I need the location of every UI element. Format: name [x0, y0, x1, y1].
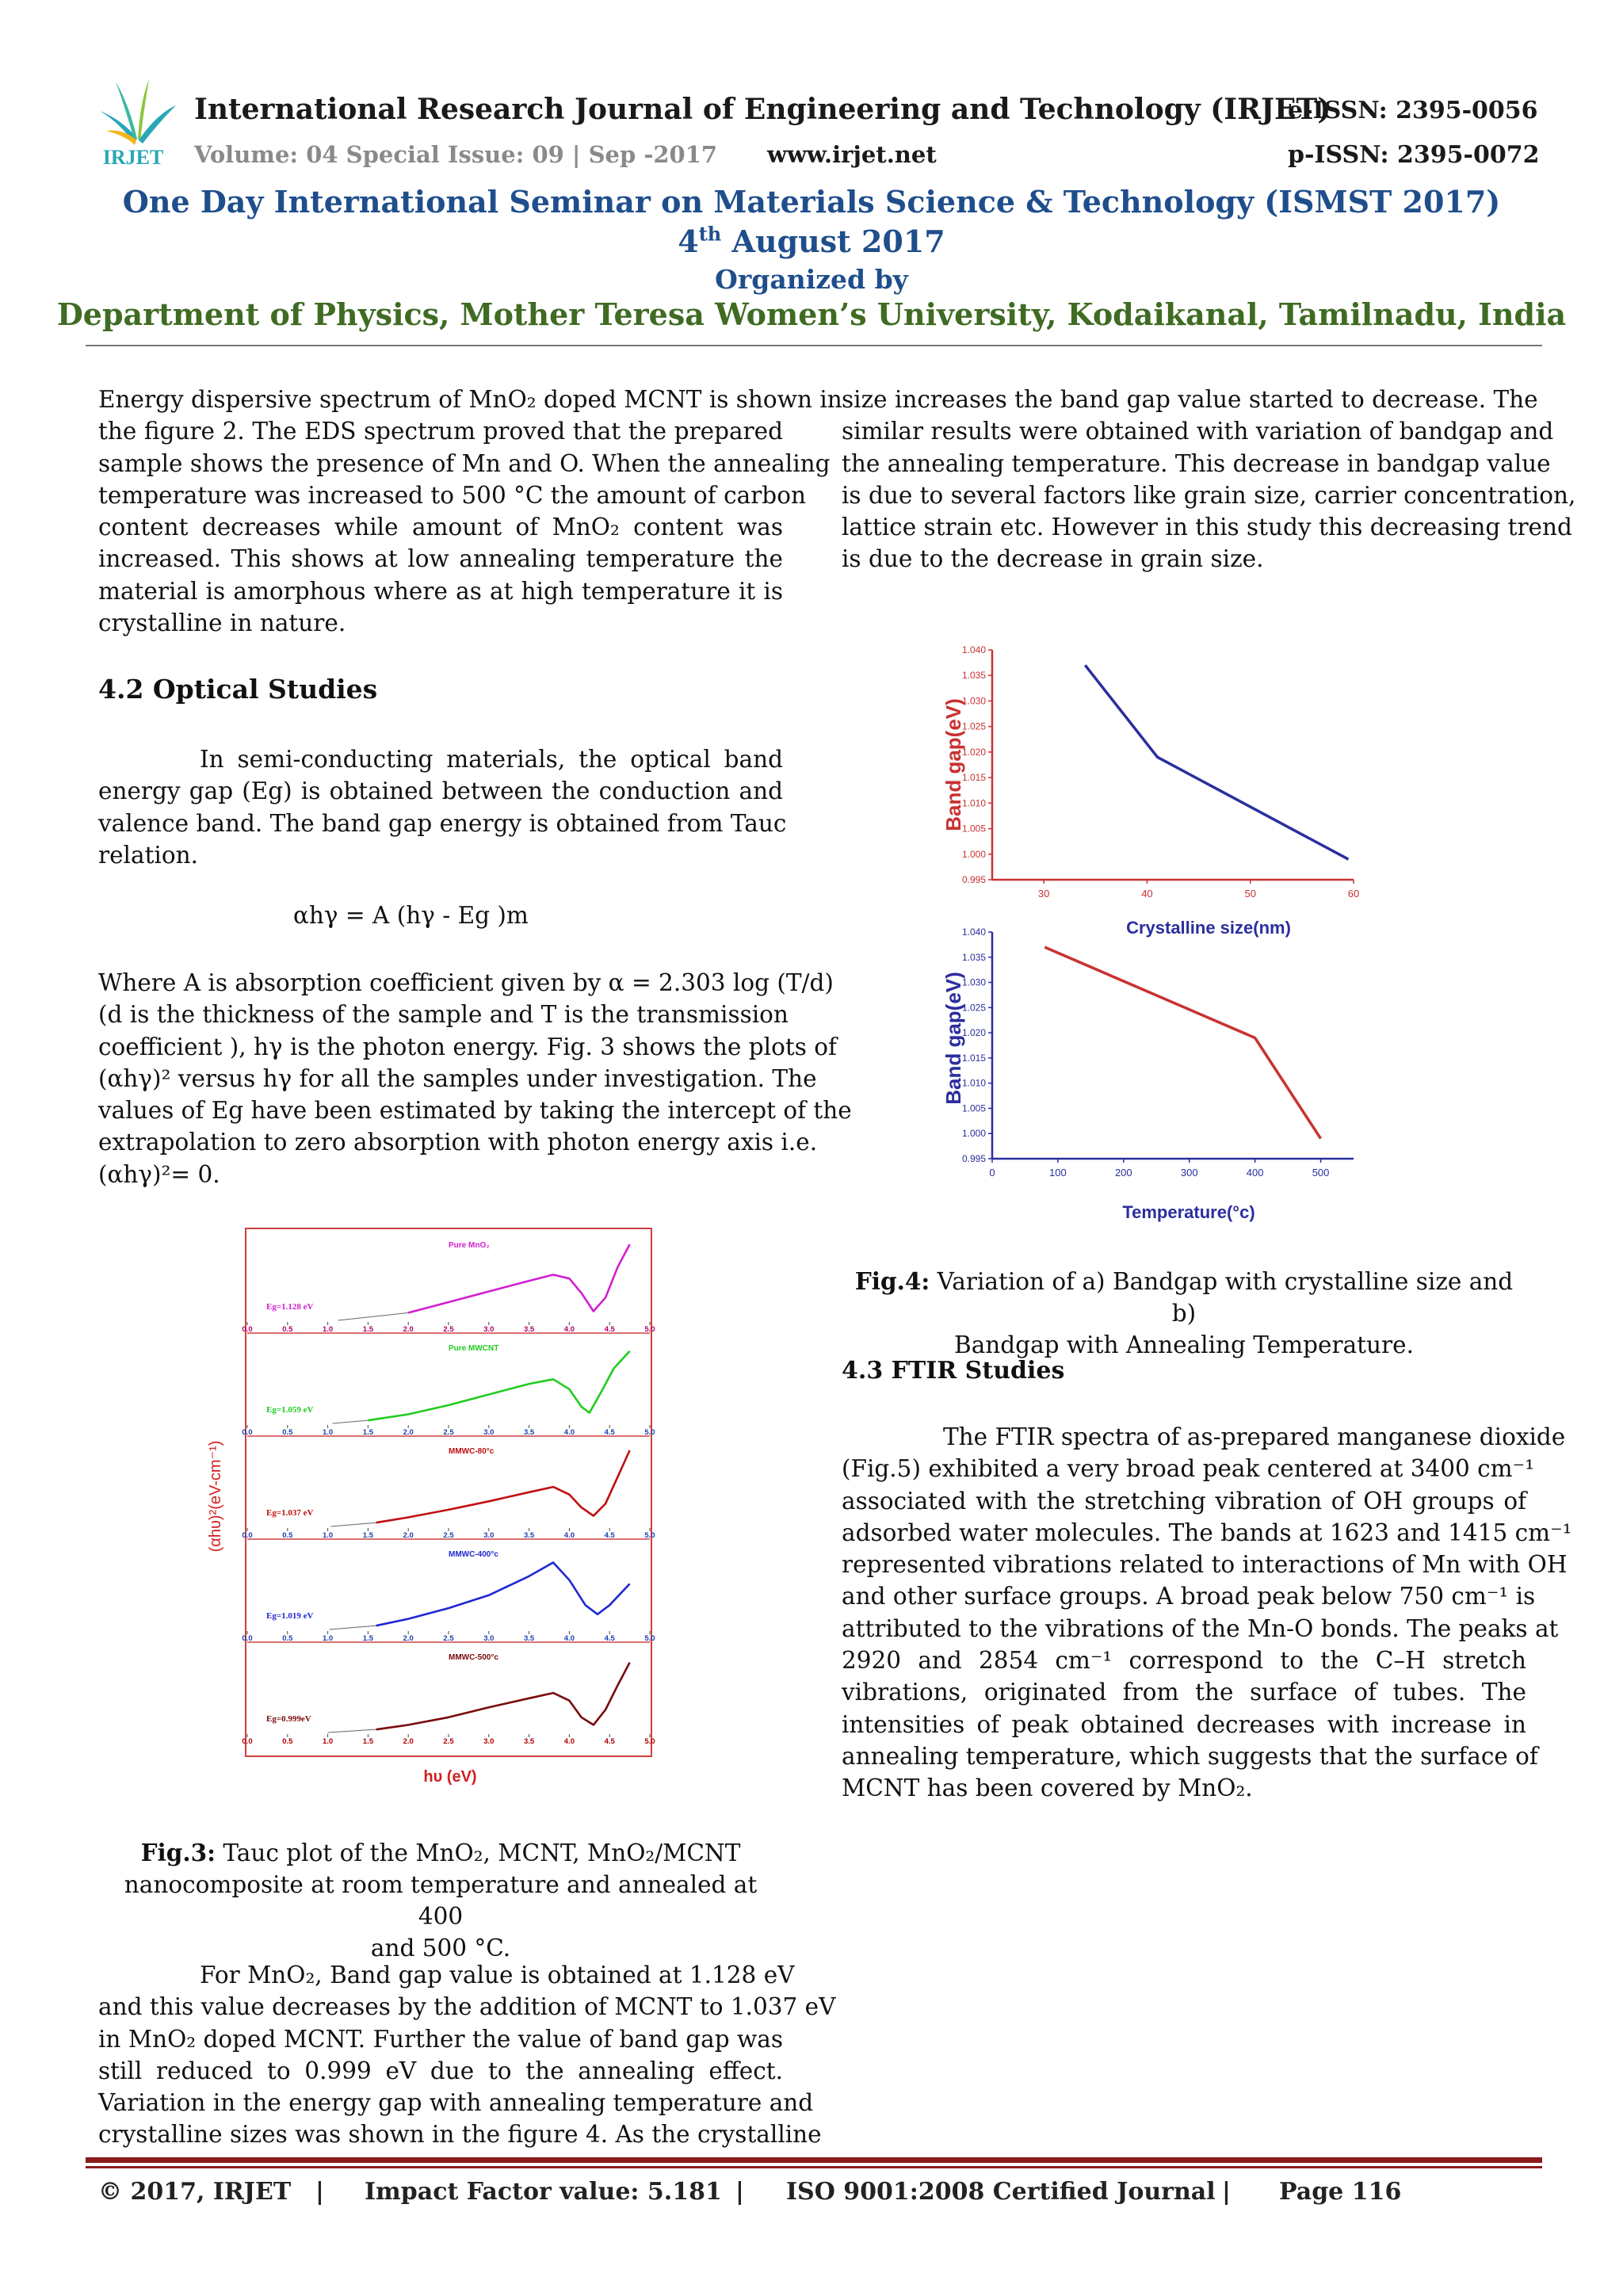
date-sup: th — [698, 222, 722, 246]
fig3-tick-label: 3.0 — [483, 1428, 495, 1437]
left-paragraph-1 — [98, 384, 842, 639]
fig3-tick-label: 3.0 — [483, 1634, 495, 1643]
text-line: is due to several factors like grain size, carrier concentration, — [842, 481, 1576, 509]
fig3-caption — [98, 1837, 783, 1964]
fig4a-xlabel: Crystalline size(nm) — [1126, 918, 1291, 938]
text-line: lattice strain etc. However in this study this decreasing trend — [842, 514, 1572, 541]
fig3-tick-label: 0.0 — [242, 1634, 253, 1643]
fig3-tick-label: 1.0 — [322, 1325, 334, 1334]
x-tick-label: 200 — [1114, 1167, 1132, 1179]
text-line: valence band. The band gap energy is obtained from Tauc — [98, 809, 787, 837]
fig4b-xlabel: Temperature(°c) — [1122, 1202, 1255, 1222]
text-line: (αhγ)² versus hγ for all the samples under investigation. The — [98, 1064, 817, 1092]
y-tick-label: 1.010 — [961, 1077, 986, 1089]
seminar-title: One Day International Seminar on Materials Science & Technology (ISMST 2017) — [122, 184, 1501, 220]
section-heading-4-3: 4.3 FTIR Studies — [842, 1357, 1065, 1385]
y-tick-label: 1.030 — [961, 695, 986, 707]
fig3-tick-label: 3.5 — [523, 1737, 535, 1746]
caption-line: nanocomposite at room temperature and annealed at 400 — [124, 1871, 758, 1930]
fig3-tick-label: 1.5 — [362, 1737, 374, 1746]
fig3-tick-label: 2.0 — [403, 1737, 414, 1746]
fig3-tick-label: 0.5 — [282, 1634, 293, 1643]
fig3-panel-label: MMWC-80°c — [449, 1447, 495, 1456]
fig3-tick-label: 4.0 — [563, 1531, 575, 1540]
fig3-tick-label: 1.0 — [322, 1634, 334, 1643]
text-line: extrapolation to zero absorption with photon energy axis i.e. — [98, 1129, 818, 1156]
right-paragraph-1 — [842, 384, 1576, 575]
left-paragraph-4 — [98, 1959, 836, 2151]
fig3-tick-label: 0.0 — [242, 1428, 253, 1437]
text-line: associated with the stretching vibration of OH groups of — [842, 1487, 1526, 1515]
text-line: crystalline sizes was shown in the figure 4. As the crystalline — [98, 2121, 822, 2149]
fig3-tick-label: 5.0 — [644, 1531, 655, 1540]
date-day: 4 — [678, 223, 699, 259]
footer-rule — [86, 2157, 1542, 2163]
fig3-tick-label: 3.5 — [523, 1531, 535, 1540]
fig4b-bandgap-vs-temperature-chart — [935, 919, 1379, 1228]
text-line: in MnO₂ doped MCNT. Further the value of band gap was — [98, 2025, 783, 2053]
fig3-tick-label: 5.0 — [644, 1325, 655, 1334]
fig3-tick-label: 2.0 — [403, 1531, 414, 1540]
footer-copyright: © 2017, IRJET — [98, 2178, 292, 2206]
footer-page-number: Page 116 — [1279, 2178, 1402, 2206]
date-rest: August 2017 — [721, 223, 945, 259]
fig3-tick-label: 4.0 — [563, 1428, 575, 1437]
fig4-caption-label: Fig.4: — [854, 1267, 930, 1295]
text-line: is due to the decrease in grain size. — [842, 545, 1264, 573]
fig3-tick-label: 2.0 — [403, 1428, 414, 1437]
fig3-tick-label: 1.0 — [322, 1531, 334, 1540]
fig3-tick-label: 1.5 — [362, 1531, 374, 1540]
fig3-tick-label: 3.5 — [523, 1428, 535, 1437]
footer-rule-thin — [86, 2166, 1542, 2168]
fig3-tick-label: 4.0 — [563, 1634, 575, 1643]
x-tick-label: 100 — [1049, 1167, 1067, 1179]
e-issn: e-ISSN: 2395-0056 — [1288, 97, 1538, 124]
y-tick-label: 1.035 — [961, 670, 986, 682]
text-line: 2920 and 2854 cm⁻¹ correspond to the C–H stretch — [842, 1647, 1526, 1675]
text-line: material is amorphous where as at high temperature it is — [98, 577, 783, 605]
text-line: adsorbed water molecules. The bands at 1623 and 1415 cm⁻¹ — [842, 1519, 1572, 1546]
fig3-tick-label: 4.5 — [604, 1634, 615, 1643]
fig3-panel-label: Pure MWCNT — [449, 1344, 499, 1353]
text-line: size increases the band gap value started to decrease. The — [842, 386, 1538, 413]
fig3-panel-label: MMWC-500°c — [449, 1653, 498, 1662]
text-line: Where A is absorption coefficient given by α = 2.303 log (T/d) — [98, 969, 834, 996]
fig3-tick-label: 1.5 — [362, 1325, 374, 1334]
text-line: attributed to the vibrations of the Mn-O bonds. The peaks at — [842, 1614, 1559, 1642]
fig3-tick-label: 3.5 — [523, 1325, 535, 1334]
x-tick-label: 500 — [1312, 1167, 1330, 1179]
website-link[interactable]: www.irjet.net — [767, 141, 937, 168]
fig3-panel-label: Pure MnO₂ — [449, 1241, 490, 1250]
text-line: represented vibrations related to interactions of Mn with OH — [842, 1551, 1568, 1579]
y-tick-label: 1.040 — [961, 644, 986, 655]
fig4a-bandgap-vs-size-chart — [935, 634, 1379, 943]
fig3-tick-label: 3.0 — [483, 1325, 495, 1334]
bandgap-series-line — [1085, 665, 1348, 859]
fig3-tick-label: 0.5 — [282, 1325, 293, 1334]
fig3-eg-label: Eg=1.059 eV — [266, 1405, 314, 1415]
text-line: similar results were obtained with variation of bandgap and — [842, 418, 1554, 445]
text-line: Energy dispersive spectrum of MnO₂ doped MCNT is shown in — [98, 386, 842, 413]
right-paragraph-2 — [842, 1421, 1572, 1805]
text-line: and other surface groups. A broad peak below 750 cm⁻¹ is — [842, 1583, 1536, 1610]
volume-issue: Volume: 04 Special Issue: 09 | Sep -2017 — [194, 141, 718, 168]
fig3-tick-label: 5.0 — [644, 1634, 655, 1643]
caption-line: Bandgap with Annealing Temperature. — [954, 1331, 1414, 1358]
y-tick-label: 1.035 — [961, 951, 986, 963]
fig3-tick-label: 1.0 — [322, 1428, 334, 1437]
fig3-ylabel: (αhυ)²(eV-cm⁻¹) — [207, 1440, 224, 1553]
text-line: the annealing temperature. This decrease in bandgap value — [842, 449, 1551, 477]
fig3-tick-label: 4.5 — [604, 1325, 615, 1334]
text-line: (αhγ)²= 0. — [98, 1160, 220, 1188]
fig3-tick-label: 2.5 — [443, 1428, 454, 1437]
fig3-tick-label: 1.5 — [362, 1634, 374, 1643]
fig3-caption-label: Fig.3: — [140, 1839, 216, 1866]
fig3-tick-label: 0.5 — [282, 1737, 293, 1746]
y-tick-label: 1.020 — [961, 746, 986, 758]
text-line: The FTIR spectra of as-prepared manganese dioxide — [943, 1423, 1566, 1450]
fig3-tick-label: 4.0 — [563, 1325, 575, 1334]
fig3-tick-label: 3.5 — [523, 1634, 535, 1643]
y-tick-label: 0.995 — [961, 874, 986, 885]
x-tick-label: 0 — [989, 1167, 995, 1179]
text-line: MCNT has been covered by MnO₂. — [842, 1775, 1253, 1802]
y-tick-label: 1.025 — [961, 1002, 986, 1014]
y-tick-label: 1.010 — [961, 797, 986, 809]
footer-separator: | — [735, 2178, 744, 2206]
logo-text: IRJET — [102, 146, 164, 169]
text-line: (d is the thickness of the sample and T is the transmission — [98, 1001, 789, 1029]
y-tick-label: 1.040 — [961, 926, 986, 938]
fig3-tick-label: 0.5 — [282, 1531, 293, 1540]
text-line: (Fig.5) exhibited a very broad peak centered at 3400 cm⁻¹ — [842, 1455, 1535, 1483]
text-line: sample shows the presence of Mn and O. When the annealing — [98, 449, 831, 477]
fig3-panel-label: MMWC-400°c — [449, 1550, 498, 1559]
header-rule — [86, 345, 1542, 346]
caption-line: Tauc plot of the MnO₂, MCNT, MnO₂/MCNT — [216, 1839, 741, 1866]
text-line: energy gap (Eg) is obtained between the conduction and — [98, 777, 783, 805]
y-tick-label: 1.000 — [961, 848, 986, 860]
fig3-eg-label: Eg=0.999eV — [266, 1714, 311, 1724]
footer-separator: | — [1222, 2178, 1231, 2206]
x-tick-label: 60 — [1347, 888, 1360, 900]
fig3-tick-label: 1.0 — [322, 1737, 334, 1746]
fig3-tick-label: 4.5 — [604, 1428, 615, 1437]
text-line: values of Eg have been estimated by taking the intercept of the — [98, 1097, 852, 1125]
x-tick-label: 50 — [1244, 888, 1256, 900]
fig3-eg-label: Eg=1.128 eV — [266, 1302, 314, 1312]
seminar-date — [0, 223, 1623, 259]
x-tick-label: 40 — [1141, 888, 1153, 900]
y-tick-label: 1.005 — [961, 1102, 986, 1114]
fig3-tick-label: 0.0 — [242, 1531, 253, 1540]
fig4b-ylabel: Band gap(eV) — [941, 972, 965, 1105]
fig4a-ylabel: Band gap(eV) — [941, 698, 965, 831]
text-line: vibrations, originated from the surface of tubes. The — [842, 1679, 1526, 1706]
text-line: and this value decreases by the addition of MCNT to 1.037 eV — [98, 1993, 836, 2021]
caption-line: Variation of a) Bandgap with crystalline size and b) — [930, 1268, 1514, 1327]
bandgap-series-line — [1044, 947, 1320, 1139]
left-paragraph-2 — [98, 743, 787, 871]
irjet-logo — [94, 75, 181, 169]
fig3-xlabel: hυ (eV) — [423, 1768, 477, 1786]
p-issn: p-ISSN: 2395-0072 — [1288, 141, 1540, 169]
fig3-tick-label: 2.0 — [403, 1634, 414, 1643]
tauc-equation: αhγ = A (hγ - Eg )m — [293, 902, 529, 929]
fig3-eg-label: Eg=1.037 eV — [266, 1508, 314, 1518]
fig3-tick-label: 1.5 — [362, 1428, 374, 1437]
y-tick-label: 1.020 — [961, 1027, 986, 1039]
fig3-tick-label: 3.0 — [483, 1531, 495, 1540]
journal-title: International Research Journal of Engineering and Technology (IRJET) — [194, 93, 1331, 126]
text-line: relation. — [98, 841, 199, 869]
department: Department of Physics, Mother Teresa Women’s University, Kodaikanal, Tamilnadu, India — [56, 296, 1567, 332]
fig3-tick-label: 2.5 — [443, 1325, 454, 1334]
fig3-tick-label: 0.0 — [242, 1737, 253, 1746]
footer-separator: | — [315, 2178, 324, 2206]
fig3-tick-label: 0.0 — [242, 1325, 253, 1334]
fig3-tick-label: 3.0 — [483, 1737, 495, 1746]
fig4-caption — [842, 1266, 1526, 1361]
fig3-tick-label: 4.5 — [604, 1737, 615, 1746]
fig3-tick-label: 2.5 — [443, 1737, 454, 1746]
text-line: temperature was increased to 500 °C the amount of carbon — [98, 481, 806, 509]
x-tick-label: 300 — [1180, 1167, 1198, 1179]
y-tick-label: 1.030 — [961, 976, 986, 988]
fig3-tick-label: 5.0 — [644, 1428, 655, 1437]
text-line: annealing temperature, which suggests that the surface of — [842, 1742, 1538, 1770]
fig3-tick-label: 5.0 — [644, 1737, 655, 1746]
fig3-tauc-chart — [204, 1227, 661, 1791]
x-tick-label: 400 — [1246, 1167, 1264, 1179]
text-line: Variation in the energy gap with annealing temperature and — [98, 2089, 814, 2117]
text-line: content decreases while amount of MnO₂ content was — [98, 514, 783, 541]
y-tick-label: 1.015 — [961, 1052, 986, 1064]
y-tick-label: 0.995 — [961, 1153, 986, 1164]
left-paragraph-3 — [98, 967, 852, 1190]
text-line: coefficient ), hγ is the photon energy. Fig. 3 shows the plots of — [98, 1033, 837, 1060]
fig3-tick-label: 2.5 — [443, 1634, 454, 1643]
fig3-tick-label: 4.5 — [604, 1531, 615, 1540]
section-heading-4-2: 4.2 Optical Studies — [98, 674, 378, 705]
text-line: In semi-conducting materials, the optical band — [200, 746, 783, 773]
caption-line: and 500 °C. — [370, 1935, 511, 1962]
text-line: the figure 2. The EDS spectrum proved that the prepared — [98, 418, 783, 445]
y-tick-label: 1.015 — [961, 772, 986, 784]
x-tick-label: 30 — [1037, 888, 1050, 900]
text-line: crystalline in nature. — [98, 609, 346, 637]
organized-by: Organized by — [715, 264, 908, 295]
fig3-tick-label: 2.5 — [443, 1531, 454, 1540]
text-line: For MnO₂, Band gap value is obtained at 1.128 eV — [200, 1962, 795, 1988]
y-tick-label: 1.000 — [961, 1128, 986, 1140]
footer-impact-factor: Impact Factor value: 5.181 — [365, 2178, 722, 2206]
fig3-tick-label: 0.5 — [282, 1428, 293, 1437]
text-line: increased. This shows at low annealing temperature the — [98, 545, 783, 573]
y-tick-label: 1.005 — [961, 823, 986, 835]
text-line: still reduced to 0.999 eV due to the annealing effect. — [98, 2057, 783, 2084]
footer-iso: ISO 9001:2008 Certified Journal — [786, 2178, 1216, 2206]
fig3-eg-label: Eg=1.019 eV — [266, 1611, 314, 1621]
fig3-tick-label: 2.0 — [403, 1325, 414, 1334]
y-tick-label: 1.025 — [961, 720, 986, 732]
text-line: intensities of peak obtained decreases with increase in — [842, 1710, 1526, 1738]
fig3-tick-label: 4.0 — [563, 1737, 575, 1746]
